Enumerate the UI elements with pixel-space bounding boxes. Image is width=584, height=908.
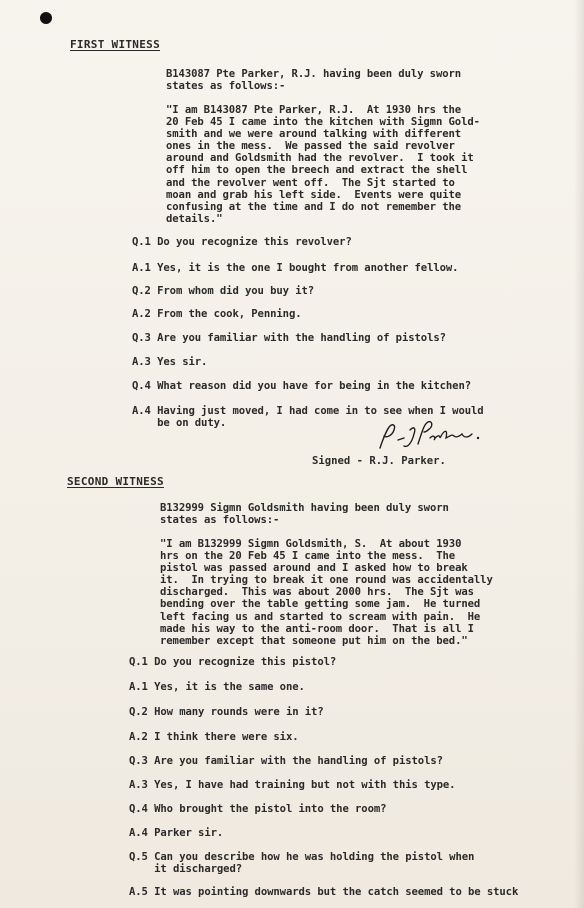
intro-line: B132999 Sigmn Goldsmith having been duly sworn — [160, 502, 449, 514]
first-witness-statement — [166, 104, 480, 225]
second-witness-intro — [160, 502, 449, 526]
statement-line: remember except that someone put him on the bed." — [160, 634, 468, 647]
signed-line: Signed - R.J. Parker. — [312, 455, 446, 467]
qa-answer: A.4 Having just moved, I had come in to see when I would be on duty. — [132, 405, 484, 430]
intro-line: B143087 Pte Parker, R.J. having been duly sworn — [166, 68, 462, 80]
statement-line: and the revolver went off. The Sjt started to — [166, 176, 455, 189]
statement-line: off him to open the breech and extract the shell — [166, 164, 468, 177]
qa-question: Q.3 Are you familiar with the handling of pistols? — [132, 332, 446, 344]
intro-line: states as follows:- — [166, 80, 286, 93]
qa-question: Q.4 What reason did you have for being in the kitchen? — [132, 380, 472, 392]
statement-line: moan and grab his left side. Events were quite — [166, 188, 462, 201]
qa-answer: A.1 Yes, it is the same one. — [129, 681, 305, 693]
first-witness-heading: FIRST WITNESS — [70, 38, 160, 51]
page-edge-shadow — [574, 0, 584, 908]
qa-answer: A.5 It was pointing downwards but the catch seemed to be stuck — [129, 886, 519, 898]
qa-question: Q.2 How many rounds were in it? — [129, 706, 324, 718]
statement-line: pistol was passed around and I asked how to break — [160, 562, 468, 575]
punch-hole — [40, 12, 52, 24]
qa-answer: A.2 I think there were six. — [129, 731, 299, 743]
intro-line: states as follows:- — [160, 514, 280, 527]
qa-answer: A.3 Yes, I have had training but not with this type. — [129, 779, 456, 791]
qa-question: Q.3 Are you familiar with the handling of pistols? — [129, 755, 443, 767]
first-witness-intro — [166, 68, 461, 92]
qa-answer: A.3 Yes sir. — [132, 356, 208, 368]
statement-line: 20 Feb 45 I came into the kitchen with Sigmn Gold- — [166, 116, 480, 129]
statement-line: "I am B132999 Sigmn Goldsmith, S. At about 1930 — [160, 538, 462, 550]
statement-line: details." — [166, 212, 223, 225]
second-witness-heading: SECOND WITNESS — [67, 475, 164, 488]
qa-question: Q.4 Who brought the pistol into the room? — [129, 803, 387, 815]
statement-line: smith and we were around talking with different — [166, 128, 462, 141]
qa-answer: A.2 From the cook, Penning. — [132, 308, 302, 320]
signature-image — [374, 418, 484, 454]
qa-question: Q.1 Do you recognize this revolver? — [132, 236, 352, 248]
statement-line: confusing at the time and I do not remember the — [166, 200, 462, 213]
statement-line: around and Goldsmith had the revolver. I took it — [166, 152, 474, 165]
statement-line: ones in the mess. We passed the said revolver — [166, 140, 455, 153]
statement-line: left facing us and started to scream with pain. He — [160, 610, 481, 623]
statement-line: it. In trying to break it one round was accidentally — [160, 574, 493, 587]
statement-line: made his way to the anti-room door. That is all I — [160, 622, 474, 635]
qa-question: Q.2 From whom did you buy it? — [132, 285, 315, 297]
statement-line: "I am B143087 Pte Parker, R.J. At 1930 hrs the — [166, 104, 462, 116]
qa-answer: A.4 Parker sir. — [129, 827, 224, 839]
statement-line: discharged. This was about 2000 hrs. The Sjt was — [160, 586, 474, 599]
statement-line: bending over the table getting some jam. He turned — [160, 598, 481, 611]
qa-question: Q.1 Do you recognize this pistol? — [129, 656, 337, 668]
qa-question: Q.5 Can you describe how he was holding the pistol when it discharged? — [129, 851, 475, 876]
second-witness-statement — [160, 538, 493, 647]
statement-line: hrs on the 20 Feb 45 I came into the mess. The — [160, 550, 456, 563]
qa-answer: A.1 Yes, it is the one I bought from another fellow. — [132, 262, 459, 274]
